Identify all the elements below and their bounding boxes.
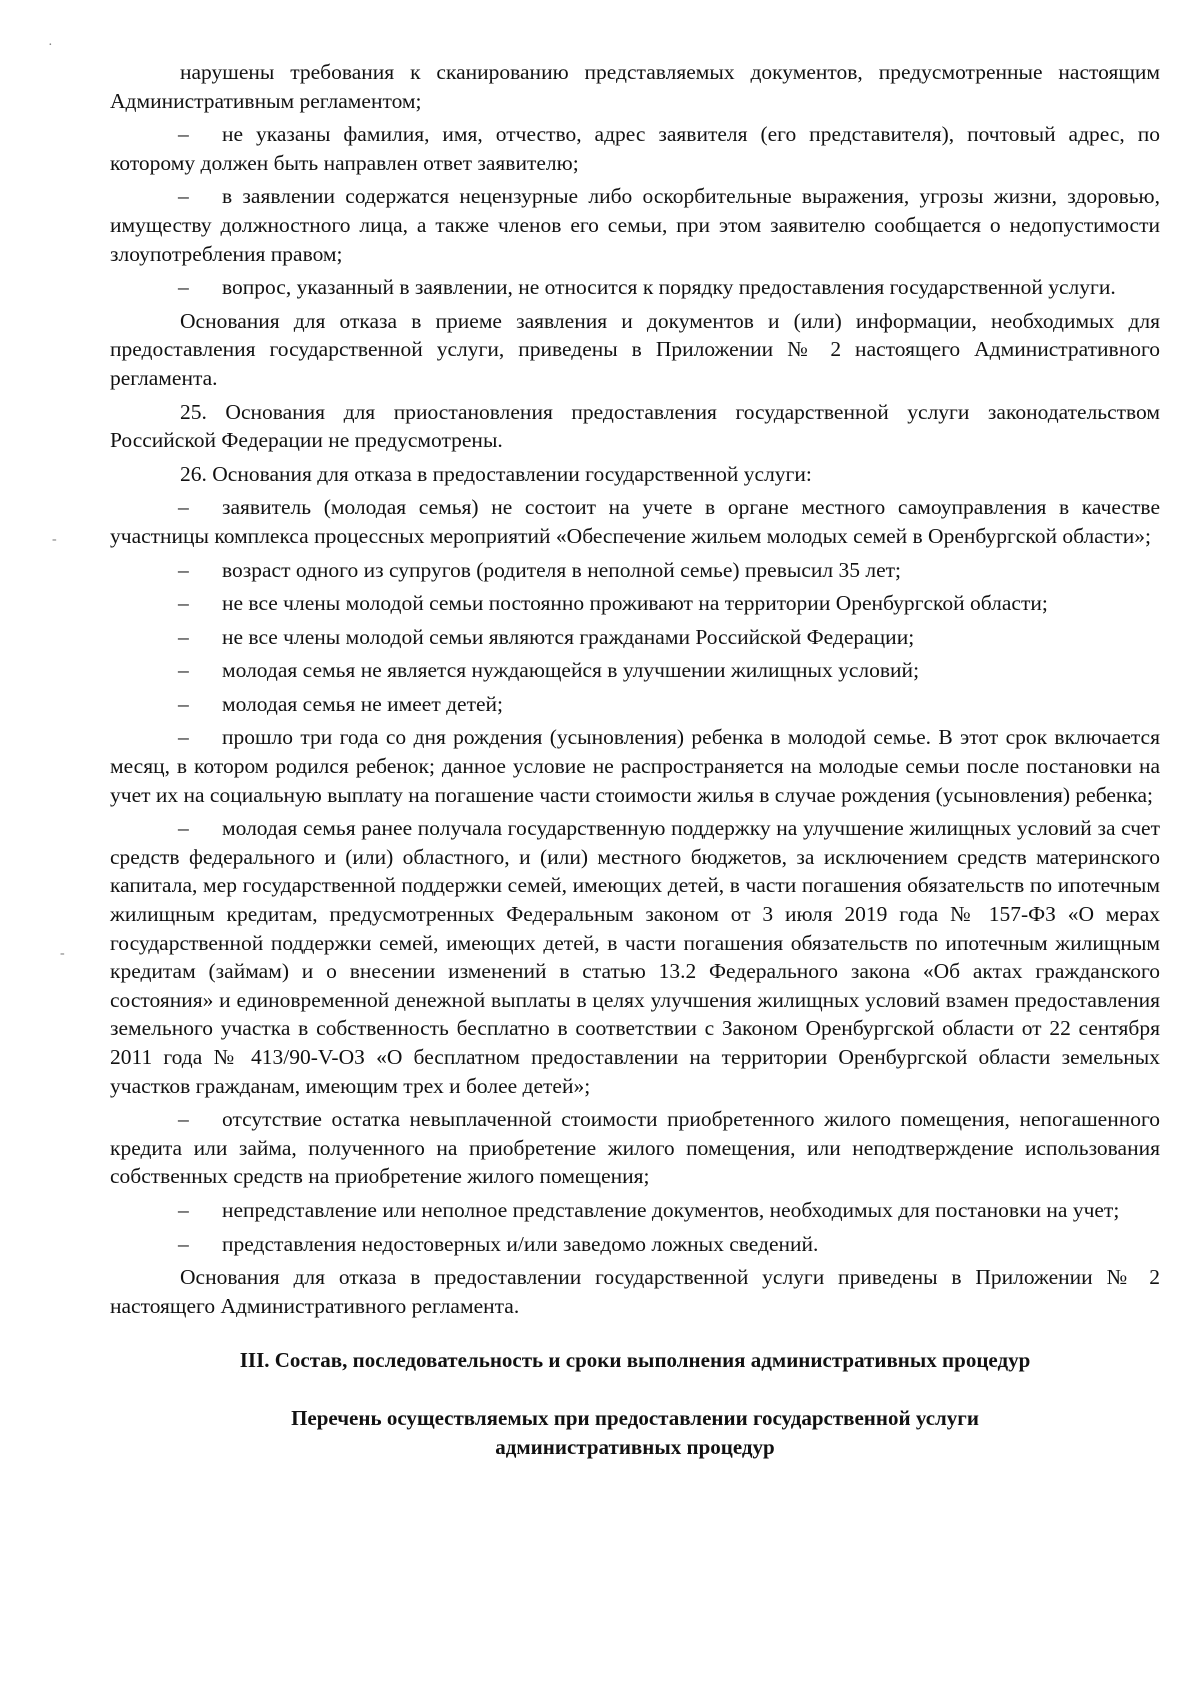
dash-bullet: – bbox=[178, 1197, 189, 1222]
dash-bullet: – bbox=[178, 725, 189, 750]
list-item-text: прошло три года со дня рождения (усыновления) ребенка в молодой семье. В этот срок включается месяц, в котором родился ребенок; данное условие не распространяется на молодые семьи после постановки на учет их на социальную выплату на погашение части стоимости жилья в случае рождения (усыновления) ребенка; bbox=[110, 725, 1160, 807]
list-item-text: представления недостоверных и/или заведомо ложных сведений. bbox=[222, 1231, 819, 1256]
paragraph: 26. Основания для отказа в предоставлении государственной услуги: bbox=[180, 461, 812, 486]
body-text bbox=[110, 58, 1160, 1320]
dash-bullet: – bbox=[178, 691, 189, 716]
list-item-text: вопрос, указанный в заявлении, не относится к порядку предоставления государственной услуги. bbox=[222, 275, 1116, 300]
list-item bbox=[110, 1230, 1160, 1259]
dash-bullet: – bbox=[178, 624, 189, 649]
paragraph: Основания для отказа в приеме заявления и документов и (или) информации, необходимых для предоставления государственной услуги, приведены в Приложении № 2 настоящего Административного регламента. bbox=[110, 308, 1160, 390]
dash-bullet: – bbox=[178, 557, 189, 582]
list-item bbox=[110, 556, 1160, 585]
dash-bullet: – bbox=[178, 495, 189, 520]
list-item bbox=[110, 589, 1160, 618]
dash-bullet: – bbox=[178, 1107, 189, 1132]
paragraph: нарушены требования к сканированию представляемых документов, предусмотренные настоящим Административным регламентом; bbox=[110, 60, 1160, 113]
list-item bbox=[110, 1196, 1160, 1225]
subsection-heading: Перечень осуществляемых при предоставлении государственной услуги административных процедур bbox=[291, 1406, 979, 1460]
dash-bullet: – bbox=[178, 275, 189, 300]
list-item-text: возраст одного из супругов (родителя в неполной семье) превысил 35 лет; bbox=[222, 557, 901, 582]
dash-bullet: – bbox=[178, 658, 189, 683]
list-item bbox=[110, 1105, 1160, 1191]
list-item bbox=[110, 120, 1160, 177]
dash-bullet: – bbox=[178, 1231, 189, 1256]
section-heading: III. Состав, последовательность и сроки выполнения административных процедур bbox=[239, 1348, 1031, 1373]
list-item bbox=[110, 656, 1160, 685]
dash-bullet: – bbox=[178, 122, 189, 147]
list-item bbox=[110, 814, 1160, 1100]
scan-speck: · bbox=[48, 38, 53, 53]
list-item-text: молодая семья не является нуждающейся в улучшении жилищных условий; bbox=[222, 658, 920, 683]
list-item-text: не указаны фамилия, имя, отчество, адрес заявителя (его представителя), почтовый адрес, по которому должен быть направлен ответ заявителю; bbox=[110, 122, 1160, 175]
list-item-text: заявитель (молодая семья) не состоит на учете в органе местного самоуправления в качестве участницы комплекса процессных мероприятий «Обеспечение жильем молодых семей в Оренбургской области»; bbox=[110, 495, 1160, 548]
scan-speck: - bbox=[52, 532, 57, 547]
list-item bbox=[110, 273, 1160, 302]
paragraph: 25. Основания для приостановления предоставления государственной услуги законодательством Российской Федерации не предусмотрены. bbox=[110, 399, 1160, 453]
list-item-text: не все члены молодой семьи постоянно проживают на территории Оренбургской области; bbox=[222, 591, 1048, 616]
list-item bbox=[110, 493, 1160, 550]
list-item-text: молодая семья ранее получала государственную поддержку на улучшение жилищных условий за счет средств федерального и (или) областного, и (или) местного бюджетов, за исключением средств материнского капитала, мер государственной поддержки семей, имеющих детей, в части погашения обязательств по ипотечным жилищным кредитам, предусмотренных Федеральным законом от 3 июля 2019 года № 157-ФЗ «О мерах государственной поддержки семей, имеющих детей, в части погашения обязательств по ипотечным жилищным кредитам (займам) и о внесении изменений в статью 13.2 Федерального закона «Об актах гражданского состояния» и единовременной денежной выплаты в целях улучшения жилищных условий взамен предоставления земельного участка в собственность бесплатно в соответствии с Законом Оренбургской области от 22 сентября 2011 года № 413/90-V-ОЗ «О бесплатном предоставлении на территории Оренбургской области земельных участков гражданам, имеющим трех и более детей»; bbox=[110, 816, 1160, 1098]
list-item-text: не все члены молодой семьи являются гражданами Российской Федерации; bbox=[222, 624, 915, 649]
list-item-text: молодая семья не имеет детей; bbox=[222, 691, 503, 716]
scan-speck: - bbox=[60, 946, 65, 961]
list-item-text: отсутствие остатка невыплаченной стоимости приобретенного жилого помещения, непогашенного кредита или займа, полученного на приобретение жилого помещения, или неподтверждение использования собственных средств на приобретение жилого помещения; bbox=[110, 1107, 1160, 1189]
list-item bbox=[110, 723, 1160, 809]
dash-bullet: – bbox=[178, 184, 189, 209]
dash-bullet: – bbox=[178, 591, 189, 616]
list-item-text: непредставление или неполное представление документов, необходимых для постановки на учет; bbox=[222, 1197, 1120, 1222]
dash-bullet: – bbox=[178, 816, 189, 841]
list-item bbox=[110, 690, 1160, 719]
paragraph: Основания для отказа в предоставлении государственной услуги приведены в Приложении № 2 настоящего Административного регламента. bbox=[110, 1265, 1160, 1318]
list-item bbox=[110, 182, 1160, 268]
list-item-text: в заявлении содержатся нецензурные либо оскорбительные выражения, угрозы жизни, здоровью, имуществу должностного лица, а также членов его семьи, при этом заявителю сообщается о недопустимости злоупотребления правом; bbox=[110, 184, 1160, 266]
document-page bbox=[110, 58, 1160, 1462]
list-item bbox=[110, 623, 1160, 652]
